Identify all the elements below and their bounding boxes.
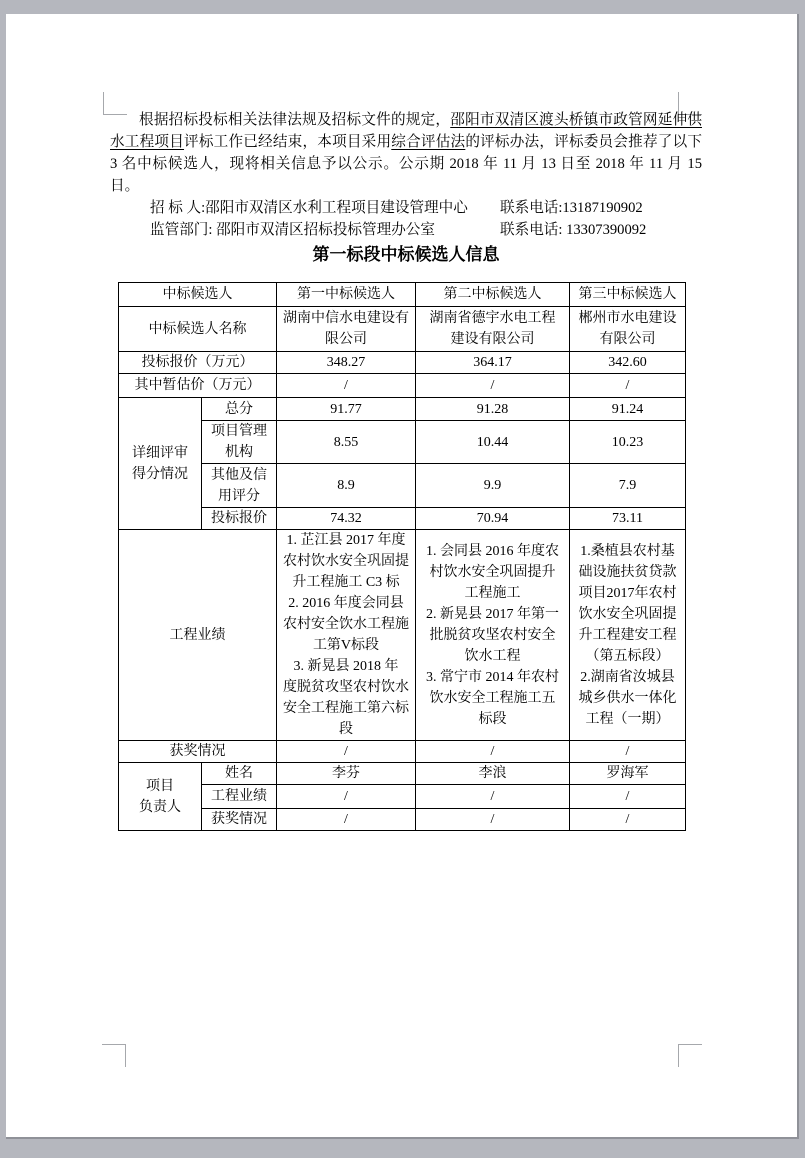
manager-achievements-3: / (570, 785, 686, 809)
detail-group-label: 详细评审 得分情况 (119, 398, 202, 530)
manager-awards-3: / (570, 809, 686, 831)
table-row-awards (119, 741, 686, 763)
manager-group-label: 项目 负责人 (119, 763, 202, 831)
table-row-price-score (119, 508, 686, 530)
manager-name-1: 李芬 (277, 763, 416, 785)
margin-corner-mark-bottom-left (102, 1044, 126, 1067)
manager-awards-2: / (416, 809, 570, 831)
table-row-manager-name (119, 763, 686, 785)
row-label: 工程业绩 (119, 530, 277, 741)
awards-1: / (277, 741, 416, 763)
supervisor-line (150, 219, 702, 241)
table-row-manager-awards (119, 809, 686, 831)
manager-achievements-2: / (416, 785, 570, 809)
row-sublabel: 工程业绩 (202, 785, 277, 809)
bid-price-3: 342.60 (570, 352, 686, 374)
management-score-2: 10.44 (416, 421, 570, 464)
header-second-candidate: 第二中标候选人 (416, 283, 570, 307)
total-score-3: 91.24 (570, 398, 686, 421)
achievements-2: 1. 会同县 2016 年度农 村饮水安全巩固提升 工程施工 2. 新晃县 2017 年第一 批脱贫攻坚农村安全 饮水工程 3. 常宁市 2014 年农村 饮水安全工程施工五 标段 (416, 530, 570, 741)
row-sublabel: 获奖情况 (202, 809, 277, 831)
tenderer-line (150, 197, 702, 219)
candidate-2-name: 湖南省德宇水电工程 建设有限公司 (416, 307, 570, 352)
paragraph-segment: 评标工作已经结束，本项目采用 (184, 134, 392, 150)
manager-awards-1: / (277, 809, 416, 831)
tenderer-phone: 联系电话:13187190902 (500, 200, 643, 216)
manager-name-3: 罗海军 (570, 763, 686, 785)
bid-candidates-table (118, 282, 686, 831)
margin-corner-mark-bottom-right (678, 1044, 702, 1067)
awards-2: / (416, 741, 570, 763)
total-score-2: 91.28 (416, 398, 570, 421)
table-row-manager-achievements (119, 785, 686, 809)
table-row-provisional-price (119, 374, 686, 398)
announcement-paragraph (110, 109, 702, 197)
paragraph-segment: 的评标办法，评标委员会推荐了以下 3 名中标候选人，现将相关信息予以公示。公示期 2018 年 11 月 13 日至 2018 年 11 月 15 日。 (110, 134, 702, 194)
provisional-3: / (570, 374, 686, 398)
table-row-achievements (119, 530, 686, 741)
evaluation-method-underlined: 综合评估法 (391, 134, 466, 150)
section-title: 第一标段中标候选人信息 (312, 245, 500, 264)
supervisor-phone: 联系电话: 13307390092 (500, 222, 647, 238)
supervisor-name: 监管部门: 邵阳市双清区招标投标管理办公室 (150, 222, 435, 238)
price-score-1: 74.32 (277, 508, 416, 530)
header-third-candidate: 第三中标候选人 (570, 283, 686, 307)
credit-score-2: 9.9 (416, 464, 570, 508)
announcement-text-block (110, 109, 702, 241)
table-row-candidate-name (119, 307, 686, 352)
achievements-1: 1. 芷江县 2017 年度 农村饮水安全巩固提 升工程施工 C3 标 2. 2016 年度会同县 农村安全饮水工程施 工第V标段 3. 新晃县 2018 年 度脱贫攻坚农村饮水 安全工程施工第六标 段 (277, 530, 416, 741)
bid-price-1: 348.27 (277, 352, 416, 374)
candidate-1-name: 湖南中信水电建设有 限公司 (277, 307, 416, 352)
header-first-candidate: 第一中标候选人 (277, 283, 416, 307)
bid-price-2: 364.17 (416, 352, 570, 374)
management-score-3: 10.23 (570, 421, 686, 464)
management-score-1: 8.55 (277, 421, 416, 464)
row-label: 中标候选人名称 (119, 307, 277, 352)
table-row-credit-score (119, 464, 686, 508)
provisional-2: / (416, 374, 570, 398)
row-label: 投标报价（万元） (119, 352, 277, 374)
table-row-header (119, 283, 686, 307)
table-row-management-score (119, 421, 686, 464)
price-score-2: 70.94 (416, 508, 570, 530)
project-name-underlined: 邵阳市双清区渡头桥镇市政管网延伸供水工程项目 (110, 112, 702, 150)
row-sublabel: 投标报价 (202, 508, 277, 530)
candidate-3-name: 郴州市水电建设 有限公司 (570, 307, 686, 352)
row-sublabel: 姓名 (202, 763, 277, 785)
row-sublabel: 项目管理 机构 (202, 421, 277, 464)
header-candidate-label: 中标候选人 (119, 283, 277, 307)
provisional-1: / (277, 374, 416, 398)
achievements-3: 1.桑植县农村基 础设施扶贫贷款 项目2017年农村 饮水安全巩固提 升工程建安工程 （第五标段） 2.湖南省汝城县 城乡供水一体化 工程（一期） (570, 530, 686, 741)
table-row-bid-price (119, 352, 686, 374)
table-row-total-score (119, 398, 686, 421)
manager-name-2: 李浪 (416, 763, 570, 785)
credit-score-3: 7.9 (570, 464, 686, 508)
row-label: 获奖情况 (119, 741, 277, 763)
row-label: 其中暂估价（万元） (119, 374, 277, 398)
row-sublabel: 总分 (202, 398, 277, 421)
price-score-3: 73.11 (570, 508, 686, 530)
document-page (6, 14, 797, 1137)
total-score-1: 91.77 (277, 398, 416, 421)
paragraph-segment: 根据招标投标相关法律法规及招标文件的规定， (139, 112, 451, 128)
awards-3: / (570, 741, 686, 763)
row-sublabel: 其他及信 用评分 (202, 464, 277, 508)
tenderer-name: 招 标 人:邵阳市双清区水利工程项目建设管理中心 (150, 200, 468, 216)
manager-achievements-1: / (277, 785, 416, 809)
credit-score-1: 8.9 (277, 464, 416, 508)
